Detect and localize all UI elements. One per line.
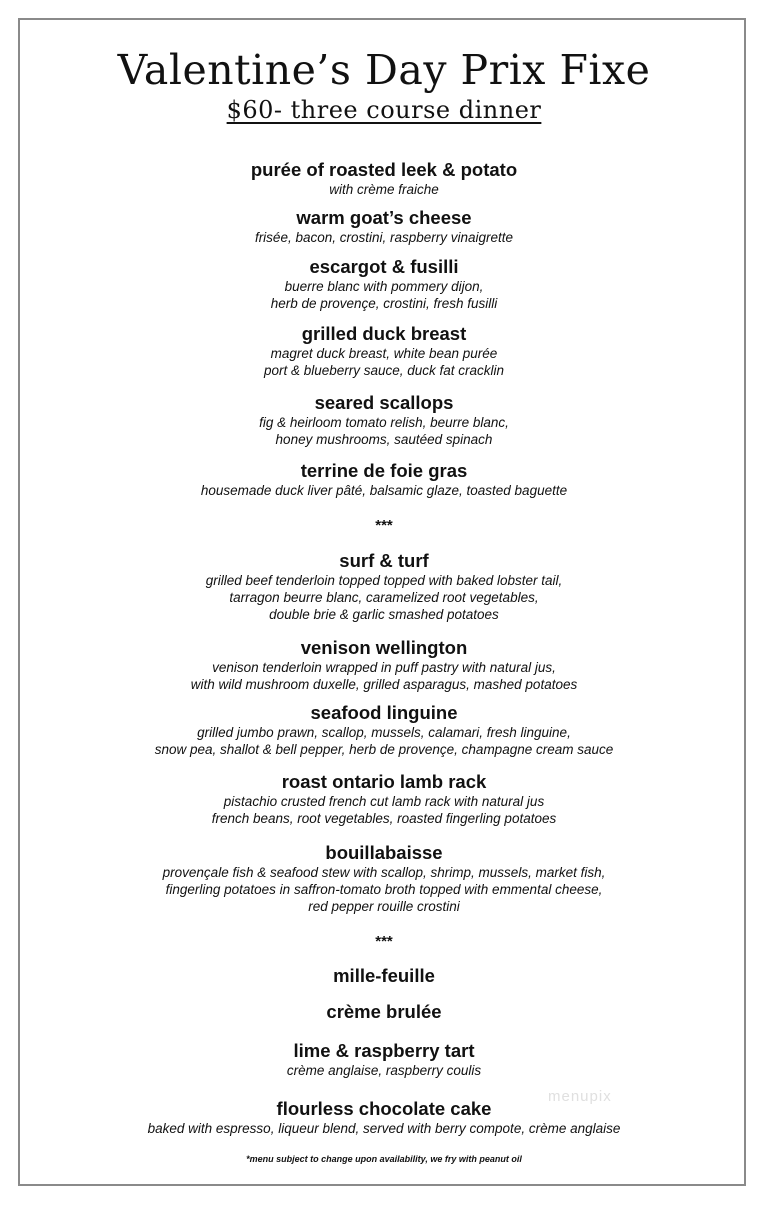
course-separator: *** [375, 933, 393, 950]
menu-item-creme-brulee [0, 1001, 768, 1023]
item-desc: with wild mushroom duxelle, grilled asparagus, mashed potatoes [190, 677, 578, 692]
item-desc: provençale fish & seafood stew with scallop, shrimp, mussels, market fish, [162, 865, 606, 880]
item-name: lime & raspberry tart [293, 1040, 475, 1061]
item-desc: french beans, root vegetables, roasted fingerling potatoes [211, 811, 557, 826]
watermark: menupix [548, 1088, 612, 1105]
item-desc: fig & heirloom tomato relish, beurre blanc, [259, 415, 509, 430]
item-desc: frisée, bacon, crostini, raspberry vinaigrette [254, 230, 514, 245]
item-name: surf & turf [339, 550, 429, 571]
menu-item-goats-cheese [0, 207, 768, 246]
item-name: crème brulée [326, 1001, 442, 1022]
item-name: flourless chocolate cake [276, 1098, 492, 1119]
item-desc: grilled jumbo prawn, scallop, mussels, calamari, fresh linguine, [197, 725, 571, 740]
item-desc: with crème fraiche [329, 182, 439, 197]
item-desc: magret duck breast, white bean purée [270, 346, 498, 361]
menu-item-escargot [0, 256, 768, 312]
menu-subtitle-price: $60- three course dinner [226, 96, 542, 124]
item-name: purée of roasted leek & potato [250, 159, 518, 180]
menu-item-lime-tart [0, 1040, 768, 1079]
menu-item-mille-feuille [0, 965, 768, 987]
item-desc: venison tenderloin wrapped in puff pastry with natural jus, [212, 660, 556, 675]
item-desc: tarragon beurre blanc, caramelized root vegetables, [229, 590, 539, 605]
menu-item-leek-potato [0, 159, 768, 198]
menu-item-scallops [0, 392, 768, 448]
item-name: seafood linguine [310, 702, 458, 723]
menu-item-duck-breast [0, 323, 768, 379]
item-desc: housemade duck liver pâté, balsamic glaze, toasted baguette [200, 483, 568, 498]
menu-item-lamb-rack [0, 771, 768, 827]
item-name: terrine de foie gras [300, 460, 468, 481]
menu-item-chocolate-cake [0, 1098, 768, 1137]
item-desc: pistachio crusted french cut lamb rack with natural jus [223, 794, 545, 809]
item-name: grilled duck breast [301, 323, 467, 344]
menu-item-venison [0, 637, 768, 693]
item-desc: double brie & garlic smashed potatoes [269, 607, 499, 622]
menu-item-foie-gras [0, 460, 768, 499]
menu-item-bouillabaisse [0, 842, 768, 915]
item-desc: snow pea, shallot & bell pepper, herb de provençe, champagne cream sauce [154, 742, 614, 757]
menu-title: Valentine’s Day Prix Fixe [117, 46, 651, 94]
item-name: escargot & fusilli [309, 256, 459, 277]
item-name: seared scallops [314, 392, 454, 413]
item-desc: fingerling potatoes in saffron-tomato broth topped with emmental cheese, [165, 882, 603, 897]
item-desc: herb de provençe, crostini, fresh fusilli [270, 296, 498, 311]
item-name: mille-feuille [333, 965, 435, 986]
item-desc: baked with espresso, liqueur blend, served with berry compote, crème anglaise [147, 1121, 621, 1136]
item-desc: honey mushrooms, sautéed spinach [275, 432, 493, 447]
course-separator: *** [375, 517, 393, 534]
item-name: warm goat’s cheese [296, 207, 472, 228]
menu-item-surf-turf [0, 550, 768, 623]
menu-item-linguine [0, 702, 768, 758]
item-desc: port & blueberry sauce, duck fat cracklin [263, 363, 505, 378]
menu-footnote: *menu subject to change upon availability, we fry with peanut oil [246, 1154, 522, 1164]
item-name: roast ontario lamb rack [281, 771, 487, 792]
item-desc: buerre blanc with pommery dijon, [284, 279, 484, 294]
item-desc: crème anglaise, raspberry coulis [286, 1063, 482, 1078]
item-desc: grilled beef tenderloin topped topped with baked lobster tail, [205, 573, 563, 588]
item-name: bouillabaisse [325, 842, 443, 863]
item-name: venison wellington [300, 637, 468, 658]
item-desc: red pepper rouille crostini [308, 899, 460, 914]
